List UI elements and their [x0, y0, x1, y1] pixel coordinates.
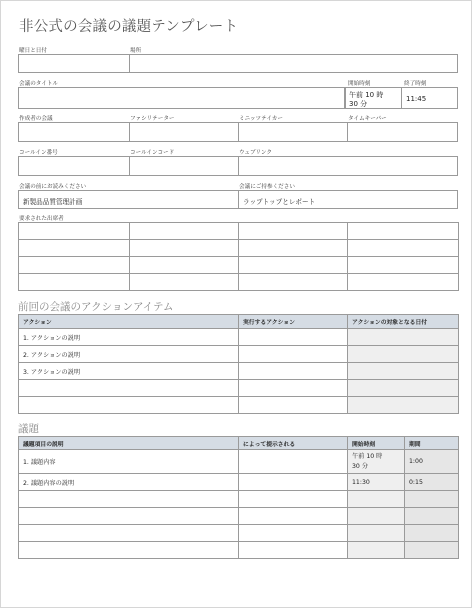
table-row: [19, 240, 459, 257]
action-items-header-row: [19, 315, 459, 329]
table-row: [19, 380, 459, 397]
agenda-start-time[interactable]: [348, 508, 405, 525]
attendees-table: [18, 222, 459, 291]
agenda-start-time[interactable]: 午前 10 時 30 分: [348, 450, 405, 474]
agenda-heading: 議題: [18, 423, 39, 435]
agenda-duration[interactable]: 1:00: [405, 450, 459, 474]
bring-value: ラップトップとレポート: [243, 198, 316, 206]
table-row: [19, 508, 459, 525]
agenda-table: [18, 436, 459, 559]
table-row: [19, 223, 459, 240]
minutes-taker-label: ミニッツテイカー: [239, 116, 283, 122]
agenda-item-header: 議題項目の説明: [19, 437, 239, 450]
call-code-label: コールインコード: [130, 150, 175, 156]
table-row: [19, 542, 459, 559]
timekeeper-field[interactable]: [347, 122, 458, 142]
agenda-item[interactable]: [19, 508, 239, 525]
meeting-title-label: 会議のタイトル: [19, 81, 59, 87]
facilitator-label: ファシリテーター: [130, 116, 175, 122]
action-owner[interactable]: [239, 380, 348, 397]
agenda-header-row: [19, 437, 459, 450]
end-time-value: 11:45: [406, 95, 427, 103]
action-owner[interactable]: [239, 397, 348, 414]
action-date[interactable]: [348, 329, 459, 346]
read-before-value: 新製品品質管理計画: [23, 198, 83, 206]
minutes-taker-field[interactable]: [238, 122, 348, 142]
place-label: 場所: [130, 48, 142, 54]
agenda-item[interactable]: 2. 議題内容の説明: [19, 474, 239, 491]
action-description[interactable]: [19, 397, 239, 414]
start-time-value-line2: 30 分: [349, 100, 368, 108]
agenda-presenter[interactable]: [239, 474, 348, 491]
action-date[interactable]: [348, 397, 459, 414]
web-link-label: ウェブリンク: [239, 150, 273, 156]
action-date[interactable]: [348, 346, 459, 363]
agenda-start-time[interactable]: [348, 491, 405, 508]
table-row: [19, 363, 459, 380]
table-row: [19, 525, 459, 542]
organizer-field[interactable]: [18, 122, 130, 142]
agenda-item[interactable]: [19, 491, 239, 508]
end-time-field[interactable]: [401, 87, 458, 109]
agenda-presenter[interactable]: [239, 525, 348, 542]
table-row: [19, 346, 459, 363]
agenda-start-header: 開始時刻: [348, 437, 405, 450]
agenda-duration[interactable]: [405, 542, 459, 559]
end-time-label: 終了時刻: [404, 81, 427, 87]
table-row: [19, 329, 459, 346]
agenda-start-time[interactable]: [348, 542, 405, 559]
action-date[interactable]: [348, 380, 459, 397]
agenda-presenter[interactable]: [239, 508, 348, 525]
bring-label: 会議にご持参ください: [239, 184, 295, 190]
agenda-duration[interactable]: [405, 491, 459, 508]
start-time-label: 開始時刻: [348, 81, 371, 87]
agenda-presenter[interactable]: [239, 542, 348, 559]
action-date[interactable]: [348, 363, 459, 380]
agenda-item[interactable]: [19, 525, 239, 542]
table-row: [19, 257, 459, 274]
agenda-item[interactable]: [19, 542, 239, 559]
agenda-duration[interactable]: 0:15: [405, 474, 459, 491]
agenda-duration[interactable]: [405, 525, 459, 542]
agenda-duration[interactable]: [405, 508, 459, 525]
table-row: [19, 474, 459, 491]
agenda-duration-header: 期間: [405, 437, 459, 450]
web-link-field[interactable]: [238, 156, 458, 176]
action-items-table: [18, 314, 459, 414]
agenda-start-time[interactable]: [348, 525, 405, 542]
agenda-presenter-header: によって提示される: [239, 437, 348, 450]
organizer-label: 作成者の会議: [19, 116, 53, 122]
attendees-label: 要求された出席者: [19, 216, 64, 222]
action-description[interactable]: 2. アクションの説明: [19, 346, 239, 363]
action-description[interactable]: [19, 380, 239, 397]
call-number-label: コールイン番号: [19, 150, 58, 156]
action-description[interactable]: 3. アクションの説明: [19, 363, 239, 380]
call-code-field[interactable]: [129, 156, 239, 176]
agenda-item[interactable]: 1. 議題内容: [19, 450, 239, 474]
bring-field[interactable]: [238, 190, 458, 209]
place-field[interactable]: [129, 54, 458, 73]
meeting-title-field[interactable]: [18, 87, 345, 109]
read-before-label: 会議の前にお読みください: [19, 184, 87, 190]
table-row: [19, 274, 459, 291]
table-row: [19, 491, 459, 508]
date-label: 曜日と日付: [19, 48, 47, 54]
start-time-field[interactable]: [345, 87, 402, 109]
page-title: 非公式の会議の議題テンプレート: [19, 19, 239, 35]
agenda-presenter[interactable]: [239, 450, 348, 474]
date-field[interactable]: [18, 54, 130, 73]
start-time-value-line1: 午前 10 時: [349, 91, 384, 99]
action-description[interactable]: 1. アクションの説明: [19, 329, 239, 346]
agenda-presenter[interactable]: [239, 491, 348, 508]
action-owner-header: 実行するアクション: [239, 315, 348, 329]
action-owner[interactable]: [239, 346, 348, 363]
action-owner[interactable]: [239, 363, 348, 380]
call-number-field[interactable]: [18, 156, 130, 176]
read-before-field[interactable]: [18, 190, 239, 209]
action-header: アクション: [19, 315, 239, 329]
action-items-heading: 前回の会議のアクションアイテム: [18, 301, 174, 313]
agenda-start-time[interactable]: 11:30: [348, 474, 405, 491]
table-row: [19, 450, 459, 474]
action-date-header: アクションの対象となる日付: [348, 315, 459, 329]
timekeeper-label: タイムキーパー: [348, 116, 387, 122]
action-owner[interactable]: [239, 329, 348, 346]
facilitator-field[interactable]: [129, 122, 239, 142]
table-row: [19, 397, 459, 414]
